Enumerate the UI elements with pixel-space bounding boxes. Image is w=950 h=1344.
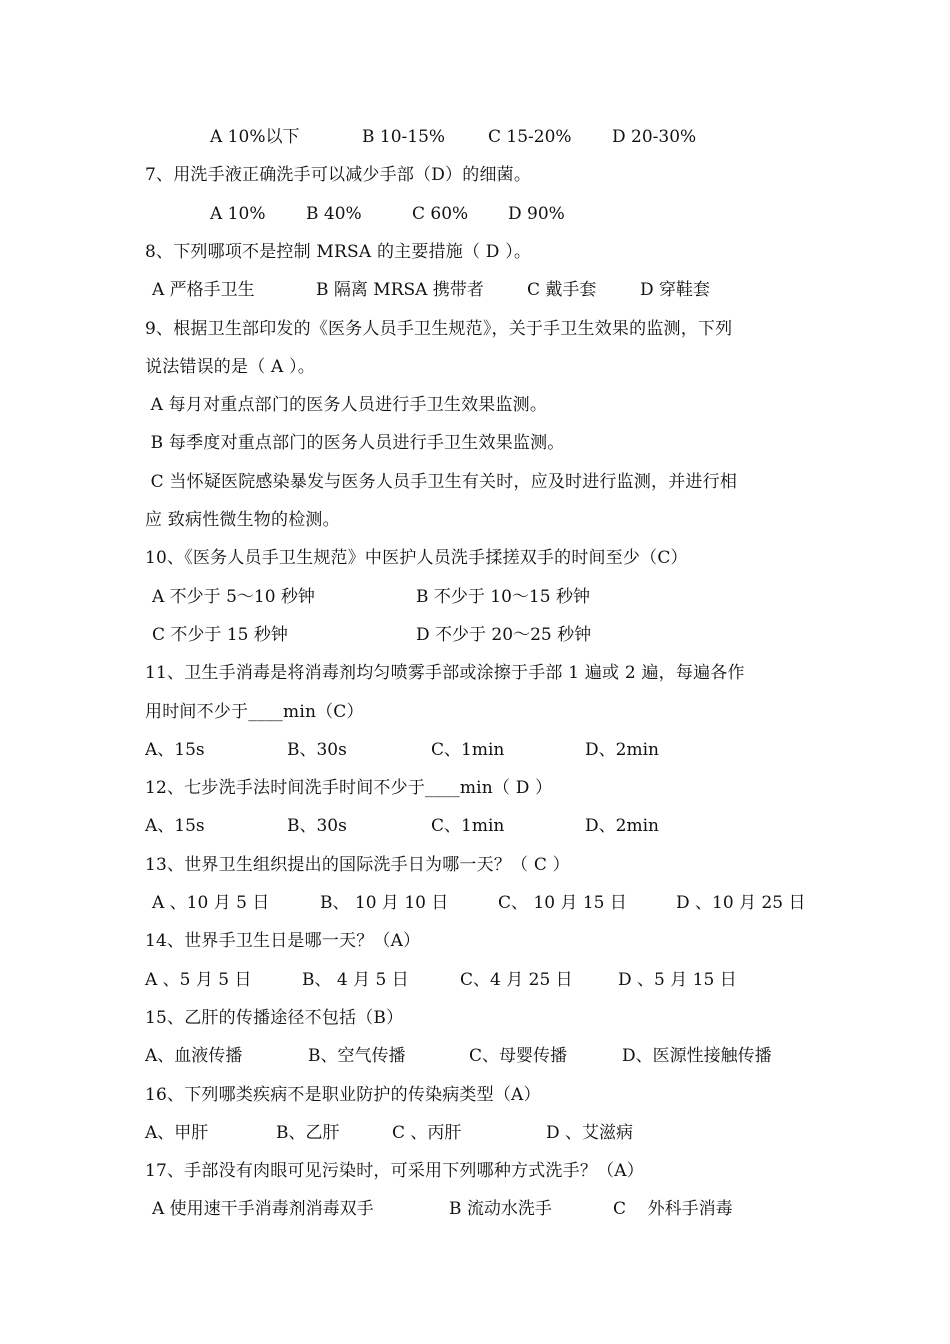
answer-option: A 、10 月 5 日 (152, 893, 270, 913)
answer-option: A 严格手卫生 (152, 280, 255, 300)
answer-option: B 隔离 MRSA 携带者 (316, 280, 484, 300)
answer-option: D、2min (585, 740, 659, 760)
answer-option: A 10% (210, 204, 266, 224)
answer-option: B、 4 月 5 日 (302, 970, 409, 990)
answer-option: C、1min (431, 816, 505, 836)
document-line: 11、卫生手消毒是将消毒剂均匀喷雾手部或涂擦于手部 1 遍或 2 遍，每遍各作 (145, 663, 745, 683)
answer-option: D 90% (508, 204, 565, 224)
document-line: 10、《医务人员手卫生规范》中医护人员洗手揉搓双手的时间至少（C） (145, 548, 688, 568)
answer-option: B、30s (287, 816, 347, 836)
document-line: 应 致病性微生物的检测。 (145, 510, 340, 530)
answer-option: A、血液传播 (145, 1046, 243, 1066)
answer-option: A 10%以下 (210, 127, 300, 147)
answer-option: C、 10 月 15 日 (498, 893, 627, 913)
answer-option: B 流动水洗手 (449, 1199, 552, 1219)
document-line: 17、手部没有肉眼可见污染时，可采用下列哪种方式洗手？（A） (145, 1161, 644, 1181)
answer-option: D 、艾滋病 (546, 1123, 634, 1143)
document-line: 12、七步洗手法时间洗手时间不少于____min（ D ） (145, 778, 553, 798)
document-line: B 每季度对重点部门的医务人员进行手卫生效果监测。 (145, 433, 565, 453)
answer-option: D、2min (585, 816, 659, 836)
answer-option: D 、5 月 15 日 (618, 970, 737, 990)
document-line: 13、世界卫生组织提出的国际洗手日为哪一天？（ C ） (145, 855, 570, 875)
answer-option: C 、丙肝 (392, 1123, 462, 1143)
document-line: 16、下列哪类疾病不是职业防护的传染病类型（A） (145, 1085, 541, 1105)
answer-option: A 、5 月 5 日 (145, 970, 252, 990)
document-line: 15、乙肝的传播途径不包括（B） (145, 1008, 404, 1028)
answer-option: B、 10 月 10 日 (320, 893, 449, 913)
answer-option: D、医源性接触传播 (622, 1046, 772, 1066)
answer-option: C 15-20% (488, 127, 572, 147)
answer-option: B、乙肝 (276, 1123, 340, 1143)
document-line: C 当怀疑医院感染暴发与医务人员手卫生有关时，应及时进行监测，并进行相 (145, 472, 738, 492)
document-line: 9、根据卫生部印发的《医务人员手卫生规范》，关于手卫生效果的监测，下列 (145, 319, 733, 339)
document-line: 说法错误的是（ A ）。 (145, 357, 315, 377)
answer-option: D 穿鞋套 (640, 280, 711, 300)
answer-option: C 60% (412, 204, 469, 224)
answer-option: B、30s (287, 740, 347, 760)
document-line: A 每月对重点部门的医务人员进行手卫生效果监测。 (145, 395, 548, 415)
answer-option: A、15s (145, 816, 205, 836)
answer-option: C、1min (431, 740, 505, 760)
document-line: 7、用洗手液正确洗手可以减少手部（D）的细菌。 (145, 165, 532, 185)
answer-option: A、15s (145, 740, 205, 760)
answer-option: B、空气传播 (308, 1046, 406, 1066)
answer-option: C 戴手套 (527, 280, 597, 300)
answer-option: A、甲肝 (145, 1123, 209, 1143)
document-line: 14、世界手卫生日是哪一天？（A） (145, 931, 421, 951)
answer-option: C 外科手消毒 (613, 1199, 733, 1219)
document-line: 8、下列哪项不是控制 MRSA 的主要措施（ D ）。 (145, 242, 532, 262)
answer-option: A 使用速干手消毒剂消毒双手 (152, 1199, 374, 1219)
answer-option: B 10-15% (362, 127, 446, 147)
answer-option: B 40% (306, 204, 362, 224)
answer-option: C、母婴传播 (469, 1046, 568, 1066)
answer-option: D 、10 月 25 日 (676, 893, 806, 913)
answer-option: B 不少于 10～15 秒钟 (416, 587, 590, 607)
answer-option: D 20-30% (612, 127, 697, 147)
answer-option: D 不少于 20～25 秒钟 (416, 625, 592, 645)
answer-option: C 不少于 15 秒钟 (152, 625, 288, 645)
answer-option: C、4 月 25 日 (460, 970, 573, 990)
document-line: 用时间不少于____min（C） (145, 702, 364, 722)
answer-option: A 不少于 5～10 秒钟 (152, 587, 315, 607)
